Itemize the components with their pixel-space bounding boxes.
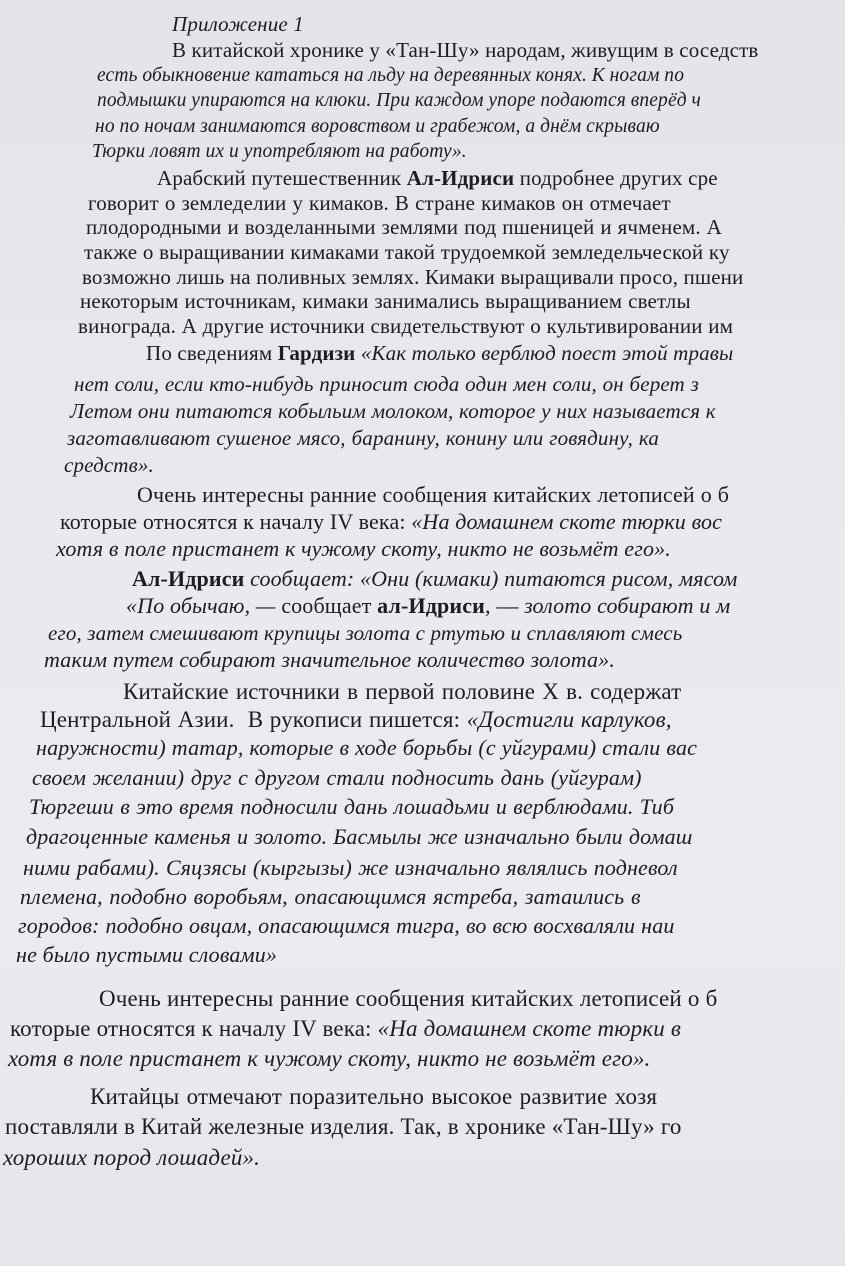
text-line bbox=[29, 794, 674, 820]
text-line bbox=[40, 707, 672, 733]
text-line bbox=[92, 139, 467, 165]
italic-quote: подмышки упираются на клюки. При каждом упоре подаются вперёд ч bbox=[97, 90, 701, 111]
text-line bbox=[82, 264, 743, 290]
italic-quote: Тюргеши в это время подносили дань лошадьми и верблюдами. Тиб bbox=[29, 794, 675, 819]
text-line bbox=[74, 371, 699, 397]
italic-quote: золото собирают и м bbox=[524, 593, 731, 618]
text-line bbox=[90, 1084, 657, 1110]
text-run: Арабский путешественник bbox=[157, 166, 407, 190]
text-line bbox=[78, 313, 733, 339]
text-line bbox=[5, 1114, 682, 1140]
text-line bbox=[26, 824, 693, 850]
text-line bbox=[18, 913, 675, 939]
text-run: , — bbox=[484, 593, 525, 618]
text-run: подробнее других сре bbox=[514, 166, 718, 190]
italic-quote: племена, подобно воробьям, опасающимся ястреба, затаились в bbox=[20, 884, 641, 909]
italic-quote: хороших пород лошадей». bbox=[3, 1145, 261, 1170]
text-line bbox=[88, 190, 671, 216]
text-line bbox=[132, 566, 737, 592]
text-run: которые относятся к началу IV века: bbox=[60, 509, 412, 534]
text-line bbox=[67, 425, 659, 451]
text-line bbox=[137, 482, 729, 508]
text-line bbox=[80, 288, 691, 314]
text-run: говорит о земледелии у кимаков. В стране кимаков он отмечает bbox=[88, 191, 671, 215]
appendix-heading: Приложение 1 bbox=[172, 12, 304, 36]
text-run: В китайской хронике у «Тан-Шу» народам, живущим в соседств bbox=[172, 38, 759, 62]
italic-quote: своем желании) друг с другом стали подносить дань (уйгурам) bbox=[32, 765, 642, 790]
italic-quote: его, затем смешивают крупицы золота с ртутью и сплавляют смесь bbox=[48, 621, 683, 645]
italic-quote: заготавливают сушеное мясо, баранину, конину или говядину, ка bbox=[67, 426, 659, 450]
text-run: некоторым источникам, кимаки занимались выращиванием светлы bbox=[80, 289, 691, 313]
italic-quote: «Как только верблюд поест этой травы bbox=[355, 341, 734, 365]
text-line bbox=[146, 340, 733, 366]
text-run: Очень интересны ранние сообщения китайских летописей о б bbox=[99, 986, 718, 1011]
text-line bbox=[44, 647, 615, 673]
text-line bbox=[8, 1046, 650, 1072]
italic-quote: городов: подобно овцам, опасающимся тигра, во всю восхваляли наи bbox=[18, 913, 675, 938]
text-line bbox=[86, 214, 722, 240]
italic-quote: «На домашнем скоте тюрки вос bbox=[411, 509, 723, 534]
text-line bbox=[36, 735, 697, 761]
text-line bbox=[97, 88, 701, 114]
text-run: винограда. А другие источники свидетельствуют о культивировании им bbox=[78, 314, 734, 338]
text-run: Китайские источники в первой половине X в. содержат bbox=[123, 679, 682, 704]
bold-name: Гардизи bbox=[277, 341, 356, 365]
text-line bbox=[70, 398, 716, 424]
bold-name: Ал-Идриси bbox=[406, 166, 515, 190]
italic-quote: «На домашнем скоте тюрки в bbox=[377, 1016, 682, 1041]
text-line bbox=[123, 679, 681, 705]
text-run: которые относятся к началу IV века: bbox=[10, 1016, 378, 1041]
italic-quote: Летом они питаются кобыльим молоком, которое у них называется к bbox=[70, 399, 716, 423]
italic-quote: но по ночам занимаются воровством и грабежом, а днём скрываю bbox=[95, 116, 660, 137]
italic-quote: драгоценные каменья и золото. Басмылы же изначально были домаш bbox=[26, 824, 693, 849]
text-line bbox=[32, 765, 642, 791]
italic-quote: хотя в поле пристанет к чужому скоту, никто не возьмёт его». bbox=[8, 1046, 651, 1071]
text-line bbox=[60, 509, 722, 535]
text-line bbox=[157, 165, 718, 191]
text-run: плодородными и возделанными землями под пшеницей и ячменем. А bbox=[86, 215, 722, 239]
italic-quote: ними рабами). Сяцзясы (кыргызы) же изначально являлись подневол bbox=[23, 855, 678, 880]
text-run: По сведениям bbox=[146, 341, 278, 365]
text-line bbox=[16, 942, 277, 968]
text-run: Центральной Азии. В рукописи пишется: bbox=[40, 707, 467, 732]
italic-quote: Тюрки ловят их и употребляют на работу». bbox=[92, 141, 467, 162]
text-line bbox=[95, 114, 660, 140]
text-line bbox=[126, 593, 730, 619]
text-line bbox=[3, 1145, 260, 1171]
text-run: возможно лишь на поливных землях. Кимаки выращивали просо, пшени bbox=[82, 265, 744, 289]
italic-quote: не было пустыми словами» bbox=[16, 942, 278, 967]
text-line bbox=[99, 986, 718, 1012]
text-line bbox=[23, 855, 678, 881]
text-run: поставляли в Китай железные изделия. Так, в хронике «Тан-Шу» го bbox=[5, 1114, 682, 1139]
italic-quote: «Достигли карлуков, bbox=[466, 707, 672, 732]
italic-quote: сообщает: «Они (кимаки) питаются рисом, мясом bbox=[244, 566, 738, 591]
italic-quote: хотя в поле пристанет к чужому скоту, никто не возьмёт его». bbox=[56, 536, 671, 561]
italic-quote: таким путем собирают значительное количество золота». bbox=[44, 647, 615, 672]
text-run: Очень интересны ранние сообщения китайских летописей о б bbox=[137, 482, 730, 507]
italic-quote: нет соли, если кто-нибудь приносит сюда один мен соли, он берет з bbox=[74, 372, 699, 396]
text-line bbox=[48, 620, 682, 646]
text-line bbox=[84, 239, 730, 265]
italic-quote: средств». bbox=[64, 453, 154, 477]
text-line bbox=[56, 536, 671, 562]
italic-quote: есть обыкновение кататься на льду на деревянных конях. К ногам по bbox=[97, 65, 685, 86]
italic-quote: «По обычаю, — bbox=[126, 593, 282, 618]
bold-name: ал-Идриси bbox=[377, 593, 485, 618]
text-run: сообщает bbox=[281, 593, 378, 618]
text-line bbox=[20, 884, 641, 910]
text-line bbox=[10, 1016, 681, 1042]
text-line bbox=[64, 452, 154, 478]
text-line bbox=[172, 37, 759, 63]
text-run: также о выращивании кимаками такой трудоемкой земледельческой ку bbox=[84, 240, 730, 264]
text-run: Китайцы отмечают поразительно высокое развитие хозя bbox=[90, 1084, 658, 1109]
italic-quote: наружности) татар, которые в ходе борьбы (с уйгурами) стали вас bbox=[36, 735, 698, 760]
bold-name: Ал-Идриси bbox=[132, 566, 245, 591]
text-line bbox=[97, 63, 684, 89]
